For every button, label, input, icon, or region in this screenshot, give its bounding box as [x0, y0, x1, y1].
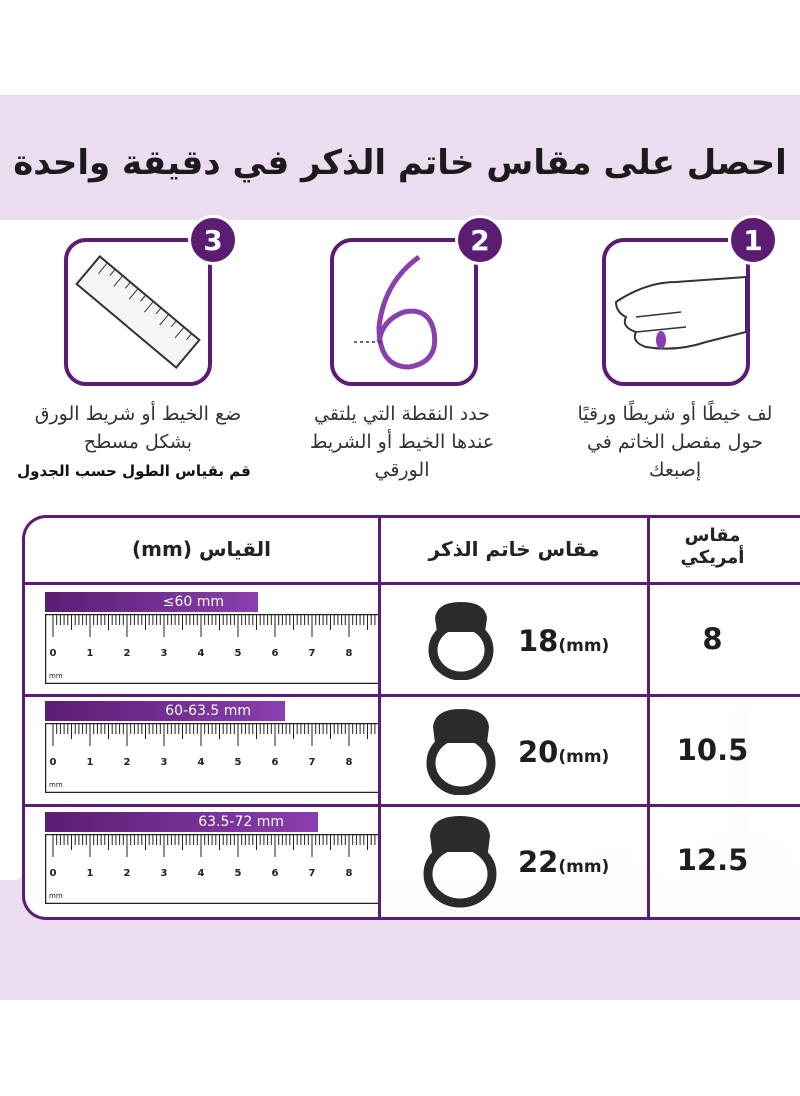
string-loop-icon — [334, 242, 474, 382]
step-2-text — [282, 400, 522, 484]
step-1-line-2: حول مفصل الخاتم في — [586, 431, 764, 453]
ruler-label: 0 — [49, 757, 57, 768]
step-2-line-2: عندها الخيط أو الشريط — [309, 431, 495, 453]
header-ring-size: مقاس خاتم الذكر — [428, 537, 600, 561]
step-2-number: 2 — [470, 223, 490, 257]
header-us-size-line-2: أمريكي — [680, 547, 745, 568]
step-1-number: 1 — [743, 223, 763, 257]
page-title: احصل على مقاس خاتم الذكر في دقيقة واحدة — [13, 143, 787, 183]
row-3-ring-size — [518, 845, 609, 879]
row-1-ring-number: 18 — [518, 624, 559, 658]
ruler-label: 3 — [160, 757, 168, 768]
header-measurement: القياس (mm) — [132, 537, 271, 561]
step-3-badge — [188, 215, 238, 265]
ruler-label: 3 — [160, 868, 168, 879]
step-3-number: 3 — [203, 223, 223, 257]
ruler-label: 4 — [197, 648, 205, 659]
table-row-divider-2 — [22, 804, 800, 807]
row-2-ruler — [45, 723, 378, 793]
ruler-label: 1 — [86, 648, 94, 659]
step-2-badge — [455, 215, 505, 265]
ruler-unit-label: mm — [49, 672, 63, 680]
bottom-background — [0, 1000, 800, 1096]
step-3-line-1: ضع الخيط أو شريط الورق — [34, 403, 242, 425]
row-1-ring-size — [518, 624, 609, 658]
ruler-label: 6 — [271, 868, 279, 879]
ruler-label: 7 — [308, 757, 316, 768]
row-1-ring-icon — [425, 598, 497, 680]
step-1-text — [555, 400, 795, 484]
row-3-ruler — [45, 834, 378, 904]
row-2-ring-number: 20 — [518, 735, 559, 769]
step-3-instruction: قم بقياس الطول حسب الجدول — [17, 462, 251, 480]
row-1-us-size: 8 — [702, 622, 723, 656]
header-us-size-line-1: مقاس — [684, 525, 741, 546]
row-3-us-size: 12.5 — [676, 843, 749, 877]
ruler-label: 5 — [234, 648, 242, 659]
ruler-label: 0 — [49, 648, 57, 659]
row-3-ring-icon — [420, 812, 500, 908]
ruler-unit-label: mm — [49, 781, 63, 789]
table-row-divider-1 — [22, 694, 800, 697]
step-2-line-1: حدد النقطة التي يلتقي — [314, 403, 490, 425]
step-1-line-1: لف خيطًا أو شريطًا ورقيًا — [577, 403, 773, 425]
row-2-ring-icon — [425, 705, 497, 795]
row-2-us-size: 10.5 — [676, 733, 749, 767]
ruler-label: 2 — [123, 648, 131, 659]
ruler-label: 8 — [345, 757, 353, 768]
row-3-ring-number: 22 — [518, 845, 559, 879]
ruler-label: 7 — [308, 868, 316, 879]
ruler-label: 2 — [123, 868, 131, 879]
step-2-line-3: الورقي — [374, 459, 430, 481]
step-1-illustration — [602, 238, 750, 386]
table-header-divider — [22, 582, 800, 585]
row-1-ruler — [45, 614, 378, 684]
step-2-illustration — [330, 238, 478, 386]
ruler-label: 4 — [197, 868, 205, 879]
row-3-ring-unit: (mm) — [558, 857, 610, 877]
step-1-line-3: إصبعك — [648, 459, 702, 481]
ruler-icon — [68, 242, 208, 382]
ruler-label: 0 — [49, 868, 57, 879]
row-2-ring-size — [518, 735, 609, 769]
step-3-illustration — [64, 238, 212, 386]
header-us-size — [650, 525, 775, 569]
step-3-text — [18, 400, 258, 456]
hand-ring-icon — [606, 242, 746, 382]
ruler-label: 7 — [308, 648, 316, 659]
row-2-ring-unit: (mm) — [558, 747, 610, 767]
ruler-label: 4 — [197, 757, 205, 768]
row-1-range-bar: ≤60 mm — [45, 592, 258, 612]
ruler-label: 6 — [271, 648, 279, 659]
ruler-label: 3 — [160, 648, 168, 659]
ruler-label: 5 — [234, 868, 242, 879]
ruler-label: 8 — [345, 648, 353, 659]
ruler-label: 1 — [86, 757, 94, 768]
ruler-label: 6 — [271, 757, 279, 768]
step-3-line-2: بشكل مسطح — [83, 431, 193, 453]
row-3-range-bar: 63.5-72 mm — [45, 812, 318, 832]
table-col-divider-1 — [378, 515, 381, 920]
row-1-ring-unit: (mm) — [558, 636, 610, 656]
ruler-label: 8 — [345, 868, 353, 879]
ruler-label: 2 — [123, 757, 131, 768]
step-1-badge — [728, 215, 778, 265]
ruler-unit-label: mm — [49, 892, 63, 900]
ruler-label: 5 — [234, 757, 242, 768]
ruler-label: 1 — [86, 868, 94, 879]
row-2-range-bar: 60-63.5 mm — [45, 701, 285, 721]
